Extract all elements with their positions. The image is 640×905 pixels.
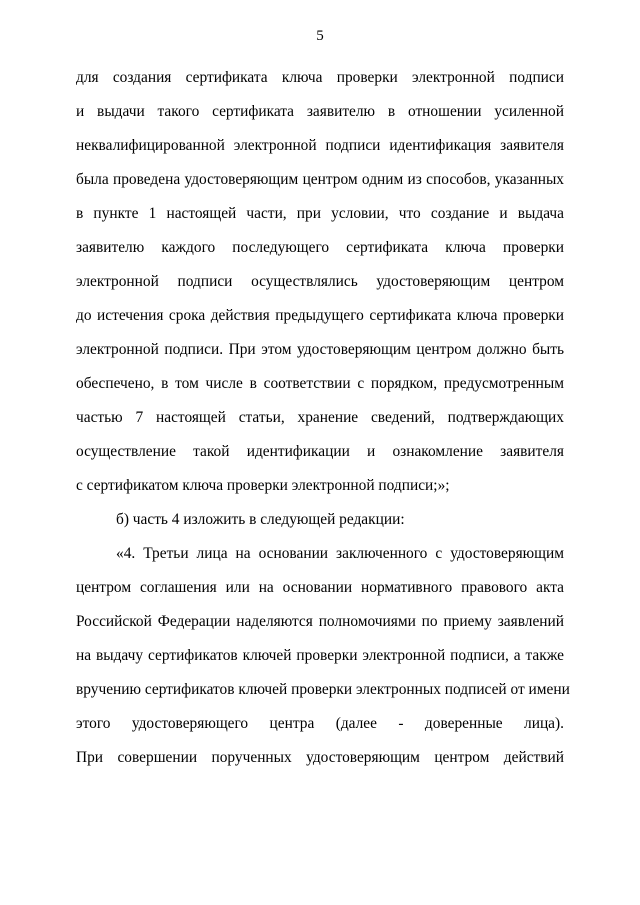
text-line: была проведена удостоверяющим центром одним из способов, указанных bbox=[76, 171, 564, 188]
text-line: Российской Федерации наделяются полномочиями по приему заявлений bbox=[76, 613, 564, 630]
text-line: осуществление такой идентификации и ознакомление заявителя bbox=[76, 443, 564, 460]
text-line: «4. Третьи лица на основании заключенного с удостоверяющим bbox=[116, 545, 564, 562]
text-line: вручению сертификатов ключей проверки электронных подписей от имени bbox=[76, 681, 570, 698]
subpoint-heading: б) часть 4 изложить в следующей редакции: bbox=[116, 511, 405, 528]
text-line: на выдачу сертификатов ключей проверки электронной подписи, а также bbox=[76, 647, 564, 664]
page-number: 5 bbox=[316, 28, 324, 44]
text-line: для создания сертификата ключа проверки электронной подписи bbox=[76, 69, 564, 86]
text-line: неквалифицированной электронной подписи идентификация заявителя bbox=[76, 137, 564, 154]
text-line: с сертификатом ключа проверки электронной подписи;»; bbox=[76, 477, 450, 494]
text-line: до истечения срока действия предыдущего сертификата ключа проверки bbox=[76, 307, 564, 324]
text-line: При совершении порученных удостоверяющим центром действий bbox=[76, 749, 564, 766]
text-line: обеспечено, в том числе в соответствии с порядком, предусмотренным bbox=[76, 375, 564, 392]
text-line: центром соглашения или на основании нормативного правового акта bbox=[76, 579, 564, 596]
text-line: и выдачи такого сертификата заявителю в отношении усиленной bbox=[76, 103, 564, 120]
text-line: частью 7 настоящей статьи, хранение сведений, подтверждающих bbox=[76, 409, 564, 426]
text-line: заявителю каждого последующего сертификата ключа проверки bbox=[76, 239, 564, 256]
text-line: этого удостоверяющего центра (далее - доверенные лица). bbox=[76, 715, 564, 732]
text-line: в пункте 1 настоящей части, при условии, что создание и выдача bbox=[76, 205, 564, 222]
text-line: электронной подписи осуществлялись удостоверяющим центром bbox=[76, 273, 564, 290]
text-line: электронной подписи. При этом удостоверяющим центром должно быть bbox=[76, 341, 564, 358]
